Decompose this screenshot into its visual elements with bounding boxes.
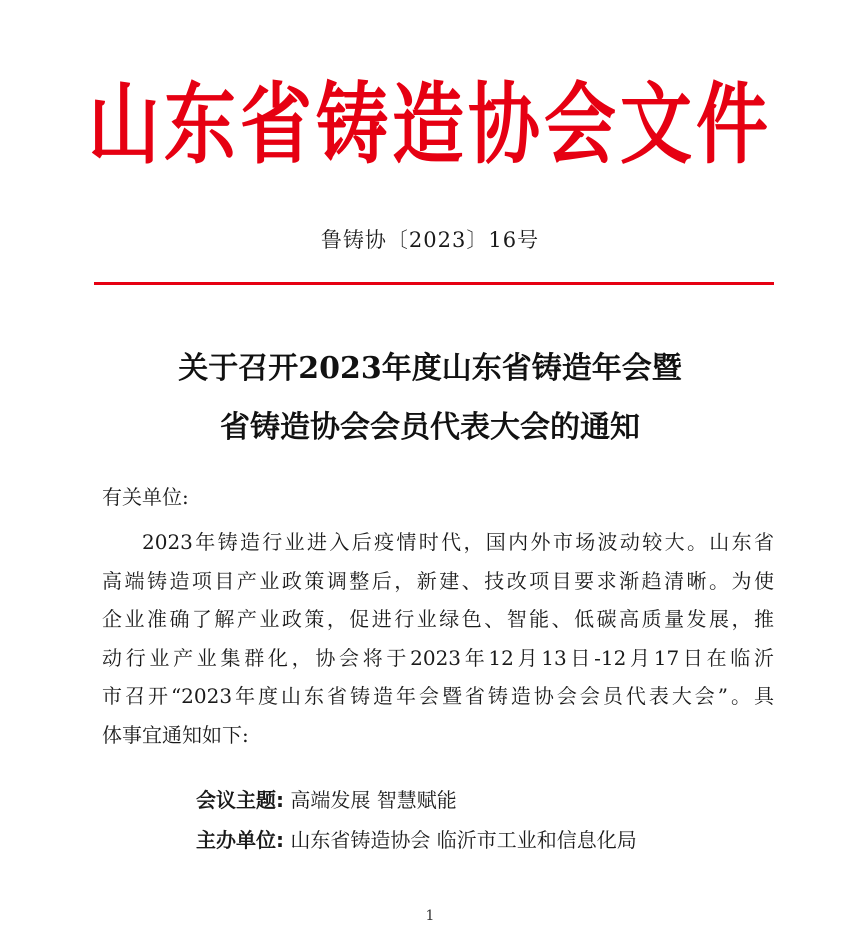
masthead-title: 山东省铸造协会文件 xyxy=(87,73,772,176)
meeting-theme-value: 高端发展 智慧赋能 xyxy=(290,788,457,812)
meeting-theme-field xyxy=(196,784,457,813)
paragraph-line: 市召开“2023年度山东省铸造年会暨省铸造协会会员代表大会”。具 xyxy=(102,684,774,708)
paragraph-line: 动行业产业集群化，协会将于2023年12月13日-12月17日在临沂 xyxy=(102,645,774,670)
notice-title-line-2: 省铸造协会会员代表大会的通知 xyxy=(220,410,640,445)
document-number: 鲁铸协〔2023〕16号 xyxy=(320,228,540,252)
red-divider-rule xyxy=(94,282,774,285)
notice-title-line-1: 关于召开2023年度山东省铸造年会暨 xyxy=(178,351,682,386)
paragraph-line: 高端铸造项目产业政策调整后，新建、技改项目要求渐趋清晰。为使 xyxy=(102,568,774,593)
paragraph-line: 体事宜通知如下: xyxy=(102,722,249,747)
paragraph-line: 2023年铸造行业进入后疫情时代，国内外市场波动较大。山东省 xyxy=(142,530,774,554)
organizer-value: 山东省铸造协会 临沂市工业和信息化局 xyxy=(290,828,637,852)
organizer-label: 主办单位: xyxy=(196,828,284,852)
body-paragraph xyxy=(102,523,774,754)
organizer-field xyxy=(196,824,637,853)
salutation: 有关单位: xyxy=(102,485,189,509)
paragraph-line: 企业准确了解产业政策，促进行业绿色、智能、低碳高质量发展，推 xyxy=(102,607,774,631)
page-number: 1 xyxy=(425,908,435,924)
meeting-theme-label: 会议主题: xyxy=(196,788,284,812)
